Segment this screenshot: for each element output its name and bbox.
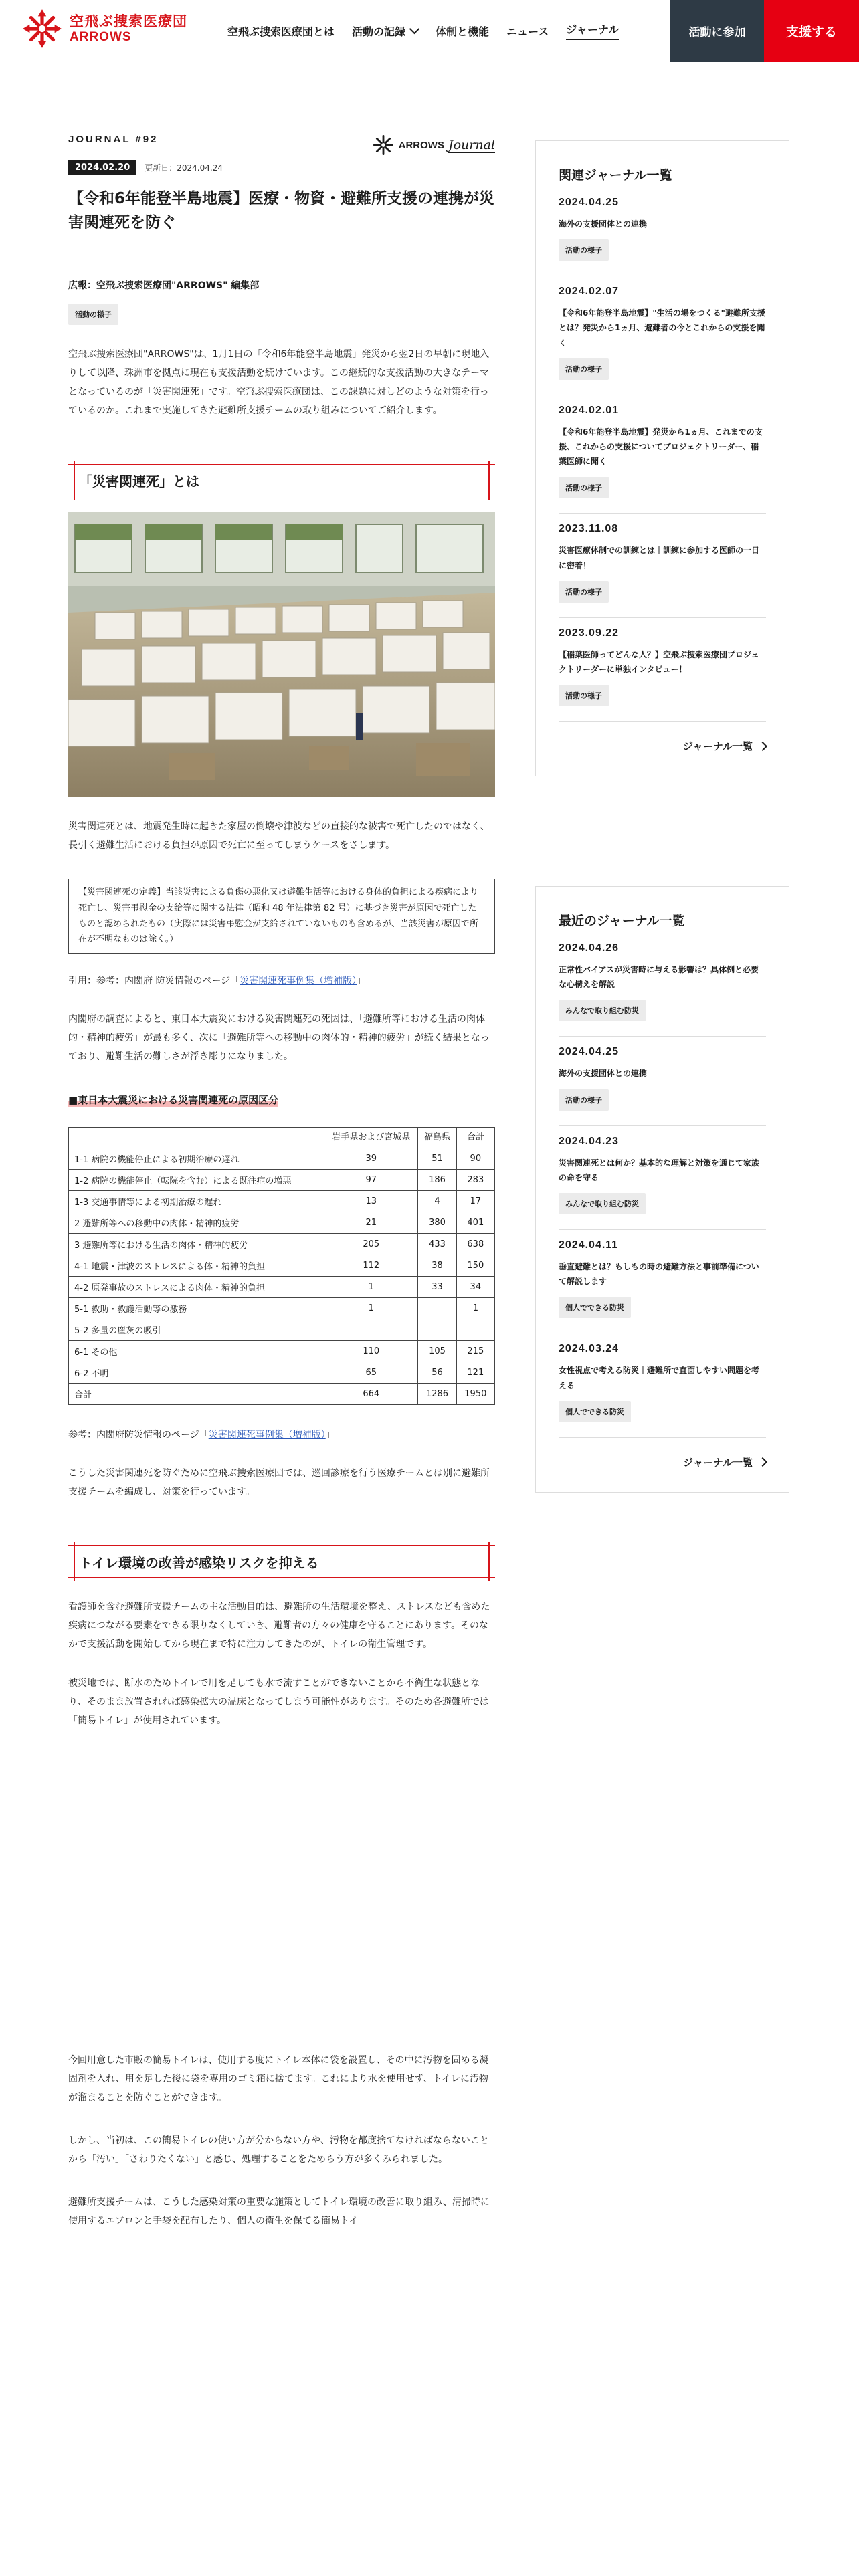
journal-list-item[interactable] — [559, 523, 766, 617]
table-cell-cause: 合計 — [69, 1384, 324, 1405]
journal-tag[interactable]: みんなで取り組む防災 — [559, 1193, 646, 1214]
table-cell-value — [418, 1319, 456, 1341]
journal-list-item[interactable] — [559, 1239, 766, 1333]
nav-journal[interactable] — [566, 21, 619, 40]
journal-title[interactable]: 【令和6年能登半島地震】発災から1ヵ月、これまでの支援、これからの支援についてプロジェクトリーダー、稲葉医師に聞く — [559, 427, 763, 467]
author: 広報：空飛ぶ捜索医療団"ARROWS" 編集部 — [68, 280, 260, 292]
journal-tag[interactable]: 活動の様子 — [559, 581, 609, 603]
table-cell-cause: 1-2 病院の機能停止（転院を含む）による既往症の増悪 — [69, 1170, 324, 1191]
table-cell-value: 21 — [324, 1212, 418, 1234]
nav-about[interactable] — [227, 21, 335, 40]
brand-script: Journal — [448, 137, 495, 152]
journal-title[interactable]: 【稲葉医師ってどんな人？】空飛ぶ捜索医療団プロジェクトリーダーに単独インタビュー！ — [559, 649, 759, 674]
table-row — [69, 1212, 495, 1234]
table-cell-cause: 1-1 病院の機能停止による初期治療の遅れ — [69, 1148, 324, 1170]
table-header: 合計 — [456, 1127, 494, 1148]
table-cell-value: 664 — [324, 1384, 418, 1405]
journal-date: 2023.11.08 — [559, 523, 619, 535]
article-tag[interactable]: 活動の様子 — [68, 304, 118, 325]
table-cell-cause: 3 避難所等における生活の肉体・精神的疲労 — [69, 1234, 324, 1255]
journal-number: JOURNAL #92 — [68, 134, 159, 145]
table-cell-cause: 6-2 不明 — [69, 1362, 324, 1384]
table-cell-value: 1 — [456, 1298, 494, 1319]
reference — [68, 1428, 495, 1441]
table-cell-value: 34 — [456, 1277, 494, 1298]
journal-date: 2023.09.22 — [559, 627, 619, 639]
journal-list-label: ジャーナル一覧 — [683, 1456, 753, 1469]
table-cell-value: 33 — [418, 1277, 456, 1298]
journal-title[interactable]: 災害関連死とは何か？基本的な理解と対策を通じて家族の命を守る — [559, 1158, 760, 1182]
arrows-logo-icon — [372, 134, 395, 156]
journal-date: 2024.04.25 — [559, 1046, 619, 1058]
table-cell-cause: 1-3 交通事情等による初期治療の遅れ — [69, 1191, 324, 1212]
table-cell-value — [324, 1319, 418, 1341]
table-row — [69, 1255, 495, 1277]
journal-tag[interactable]: 活動の様子 — [559, 358, 609, 380]
table-row — [69, 1148, 495, 1170]
nav-about-label: 空飛ぶ捜索医療団とは — [227, 25, 335, 38]
ref-suffix: 」 — [325, 1430, 335, 1441]
chevron-right-icon — [758, 741, 767, 750]
table-row — [69, 1341, 495, 1362]
toilet-paragraph-3: 今回用意した市販の簡易トイレは、使用する度にトイレ本体に袋を設置し、その中に汚物を固める凝固剤を入れ、用を足した後に袋を専用のゴミ箱に捨てます。これにより水を使用せず、トイレに汚物が溜まることを防ぐことができます。 — [68, 2055, 489, 2104]
journal-tag[interactable]: 個人でできる防災 — [559, 1297, 631, 1318]
table-row — [69, 1384, 495, 1405]
journal-list-item[interactable] — [559, 942, 766, 1037]
ref-prefix: 参考：内閣府防災情報のページ「 — [68, 1430, 209, 1441]
quote-prefix: 引用：参考：内閣府 防災情報のページ「 — [68, 975, 240, 986]
journal-list-item[interactable] — [559, 1046, 766, 1125]
table-cell-value: 186 — [418, 1170, 456, 1191]
nav-activities-label: 活動の記録 — [352, 25, 406, 38]
nav-activities[interactable] — [352, 21, 418, 40]
table-cell-value: 13 — [324, 1191, 418, 1212]
journal-tag[interactable]: 活動の様子 — [559, 1089, 609, 1111]
article — [68, 134, 495, 2230]
nav-news-label: ニュース — [506, 25, 549, 38]
updated-date: 更新日：2024.04.24 — [145, 163, 223, 173]
table-header: 福島県 — [418, 1127, 456, 1148]
section-heading: トイレ環境の改善が感染リスクを抑える — [68, 1545, 495, 1578]
table-row — [69, 1362, 495, 1384]
journal-date: 2024.02.01 — [559, 404, 619, 416]
journal-title[interactable]: 正常性バイアスが災害時に与える影響は？具体例と必要な心構えを解説 — [559, 965, 759, 990]
table-cell-value: 205 — [324, 1234, 418, 1255]
chevron-down-icon — [409, 24, 420, 35]
journal-list-label: ジャーナル一覧 — [683, 740, 753, 753]
table-cell-value: 283 — [456, 1170, 494, 1191]
table-row — [69, 1298, 495, 1319]
page-title: 【令和6年能登半島地震】医療・物資・避難所支援の連携が災害関連死を防ぐ — [68, 187, 495, 251]
logo-japanese: 空飛ぶ捜索医療団 — [70, 13, 187, 29]
toilet-paragraph-1: 看護師を含む避難所支援チームの主な活動目的は、避難所の生活環境を整え、ストレスなども含めた疾病につながる要素をできる限りなくしていき、避難者の方々の健康を守ることにあります。そのなかで支援活動を開始してから現在まで特に注力してきたのが、トイレの衛生管理です。 — [68, 1602, 490, 1650]
table-cell-value: 150 — [456, 1255, 494, 1277]
table-header — [69, 1127, 324, 1148]
table-cell-value: 121 — [456, 1362, 494, 1384]
journal-date: 2024.04.26 — [559, 942, 619, 954]
table-title: ■東日本大震災における災害関連死の原因区分 — [68, 1093, 279, 1106]
table-cell-value: 1950 — [456, 1384, 494, 1405]
support-button[interactable]: 支援する — [764, 0, 859, 62]
journal-list-item[interactable] — [559, 627, 766, 722]
join-button[interactable]: 活動に参加 — [670, 0, 764, 62]
arrows-logo-icon — [21, 8, 63, 49]
journal-title[interactable]: 女性視点で考える防災｜避難所で直面しやすい問題を考える — [559, 1366, 760, 1390]
table-row — [69, 1319, 495, 1341]
journal-title[interactable]: 海外の支援団体との連携 — [559, 219, 648, 229]
table-cell-value — [418, 1298, 456, 1319]
table-cell-value — [456, 1319, 494, 1341]
site-logo[interactable] — [21, 8, 187, 49]
journal-tag[interactable]: 個人でできる防災 — [559, 1401, 631, 1422]
table-cell-cause: 5-1 救助・救護活動等の激務 — [69, 1298, 324, 1319]
related-title: 関連ジャーナル一覧 — [559, 168, 672, 183]
table-cell-value: 65 — [324, 1362, 418, 1384]
table-row — [69, 1234, 495, 1255]
section-heading: 「災害関連死」とは — [68, 464, 495, 496]
journal-list-item[interactable] — [559, 286, 766, 395]
cabinet-paragraph: 内閣府の調査によると、東日本大震災における災害関連死の死因は、「避難所等における生活の肉体的・精神的疲労」が最も多く、次に「避難所等への移動中の肉体的・精神的疲労」が続く結果となっており、避難生活の難しさが浮き彫りになりました。 — [68, 1013, 490, 1062]
journal-title[interactable]: 垂直避難とは？もしもの時の避難方法と事前準備について解説します — [559, 1261, 759, 1287]
toilet-paragraph-4: しかし、当初は、この簡易トイレの使い方が分からない方や、汚物を都度捨てなければならないことから「汚い」「さわりたくない」と感じ、処理することをためらう方が多くみられました。 — [68, 2135, 490, 2165]
team-paragraph: こうした災害関連死を防ぐために空飛ぶ捜索医療団では、巡回診療を行う医療チームとは別に避難所支援チームを編成し、対策を行っています。 — [68, 1468, 490, 1498]
table-header: 岩手県および宮城県 — [324, 1127, 418, 1148]
definition-box: 【災害関連死の定義】当該災害による負傷の悪化又は避難生活等における身体的負担による疾病により死亡し、災害弔慰金の支給等に関する法律（昭和 48 年法律第 82 号）に基づき災害が原因で死亡したものと認められたもの（実際には災害弔慰金が支給されていないものも含めるが、当該災害が原因で所在が不明なものは除く。） — [68, 879, 495, 954]
journal-date: 2024.04.23 — [559, 1135, 619, 1147]
journal-date: 2024.04.25 — [559, 197, 619, 208]
brand-name: ARROWS — [398, 139, 444, 151]
table-cell-value: 56 — [418, 1362, 456, 1384]
journal-list-link[interactable] — [559, 739, 766, 753]
table-row — [69, 1170, 495, 1191]
journal-tag[interactable]: みんなで取り組む防災 — [559, 1000, 646, 1021]
journal-list-item[interactable] — [559, 1343, 766, 1437]
arrows-journal-brand — [372, 134, 495, 156]
journal-list-link[interactable] — [559, 1455, 766, 1469]
related-journals-card — [535, 140, 789, 776]
logo-english: ARROWS — [70, 29, 132, 44]
table-cell-value: 97 — [324, 1170, 418, 1191]
journal-tag[interactable]: 活動の様子 — [559, 685, 609, 706]
toilet-paragraph-5: 避難所支援チームは、こうした感染対策の重要な施策としてトイレ環境の改善に取り組み、清掃時に使用するエプロンと手袋を配布したり、個人の衛生を保てる簡易トイ — [68, 2197, 490, 2227]
table-cell-cause: 4-1 地震・津波のストレスによる体・精神的負担 — [69, 1255, 324, 1277]
global-nav — [227, 21, 619, 40]
quote-suffix: 」 — [357, 975, 367, 986]
table-cell-value: 90 — [456, 1148, 494, 1170]
journal-list-item[interactable] — [559, 1136, 766, 1230]
table-cell-cause: 6-1 その他 — [69, 1341, 324, 1362]
journal-date: 2024.03.24 — [559, 1343, 619, 1355]
table-cell-value: 38 — [418, 1255, 456, 1277]
quote-link[interactable]: 災害関連死事例集（増補版） — [240, 975, 357, 986]
chevron-right-icon — [758, 1457, 767, 1467]
nav-structure-label: 体制と機能 — [436, 25, 490, 38]
table-cell-cause: 2 避難所等への移動中の肉体・精神的疲労 — [69, 1212, 324, 1234]
journal-date: 2024.04.11 — [559, 1239, 619, 1251]
journal-tag[interactable]: 活動の様子 — [559, 477, 609, 498]
definition-paragraph: 災害関連死とは、地震発生時に起きた家屋の倒壊や津波などの直接的な被害で死亡したのではなく、長引く避難生活における負担が原因で死亡に至ってしまうケースをさします。 — [68, 821, 490, 851]
cause-table — [68, 1127, 495, 1405]
table-cell-value: 39 — [324, 1148, 418, 1170]
table-cell-value: 17 — [456, 1191, 494, 1212]
journal-title[interactable]: 海外の支援団体との連携 — [559, 1069, 648, 1079]
table-cell-cause: 5-2 多量の塵灰の吸引 — [69, 1319, 324, 1341]
table-cell-value: 51 — [418, 1148, 456, 1170]
table-cell-value: 1286 — [418, 1384, 456, 1405]
table-cell-value: 1 — [324, 1277, 418, 1298]
table-cell-value: 112 — [324, 1255, 418, 1277]
journal-list-item[interactable] — [559, 405, 766, 514]
table-cell-value: 215 — [456, 1341, 494, 1362]
journal-title[interactable]: 災害医療体制での訓練とは｜訓練に参加する医師の一日に密着！ — [559, 546, 760, 570]
table-cell-value: 380 — [418, 1212, 456, 1234]
reference-link[interactable]: 災害関連死事例集（増補版） — [208, 1430, 326, 1441]
table-cell-value: 105 — [418, 1341, 456, 1362]
table-cell-value: 638 — [456, 1234, 494, 1255]
evacuation-shelter-photo — [68, 512, 495, 797]
quote-reference — [68, 974, 495, 987]
intro-paragraph: 空飛ぶ捜索医療団"ARROWS"は、1月1日の「令和6年能登半島地震」発災から翌2日の早朝に現地入りして以降、珠洲市を拠点に現在も支援活動を続けています。この継続的な支援活動の大きなテーマとなっているのが「災害関連死」です。空飛ぶ捜索医療団は、この課題に対しどのような対策を行っているのか。これまで実施してきた避難所支援チームの取り組みについてご紹介します。 — [68, 349, 490, 417]
journal-date: 2024.02.07 — [559, 286, 619, 298]
journal-list-item[interactable] — [559, 197, 766, 276]
table-cell-value: 110 — [324, 1341, 418, 1362]
recent-journals-card — [535, 886, 789, 1493]
nav-structure[interactable] — [436, 21, 489, 40]
table-cell-value: 1 — [324, 1298, 418, 1319]
toilet-paragraph-2: 被災地では、断水のためトイレで用を足しても水で流すことができないことから不衛生な状態となり、そのまま放置されれば感染拡大の温床となってしまう可能性があります。そのため各避難所では「簡易トイレ」が使用されています。 — [68, 1678, 489, 1727]
recent-title: 最近のジャーナル一覧 — [559, 914, 685, 928]
nav-news[interactable] — [506, 21, 549, 40]
table-cell-value: 433 — [418, 1234, 456, 1255]
table-row — [69, 1191, 495, 1212]
table-cell-value: 4 — [418, 1191, 456, 1212]
table-cell-value: 401 — [456, 1212, 494, 1234]
table-header-row — [69, 1127, 495, 1148]
site-header — [0, 0, 859, 62]
journal-title[interactable]: 【令和6年能登半島地震】"生活の場をつくる"避難所支援とは？発災から1ヵ月、避難者の今とこれからの支援を聞く — [559, 308, 765, 348]
journal-tag[interactable]: 活動の様子 — [559, 239, 609, 261]
nav-journal-label: ジャーナル — [566, 23, 619, 36]
publish-date: 2024.02.20 — [68, 160, 136, 175]
table-cell-cause: 4-2 原発事故のストレスによる肉体・精神的負担 — [69, 1277, 324, 1298]
table-row — [69, 1277, 495, 1298]
